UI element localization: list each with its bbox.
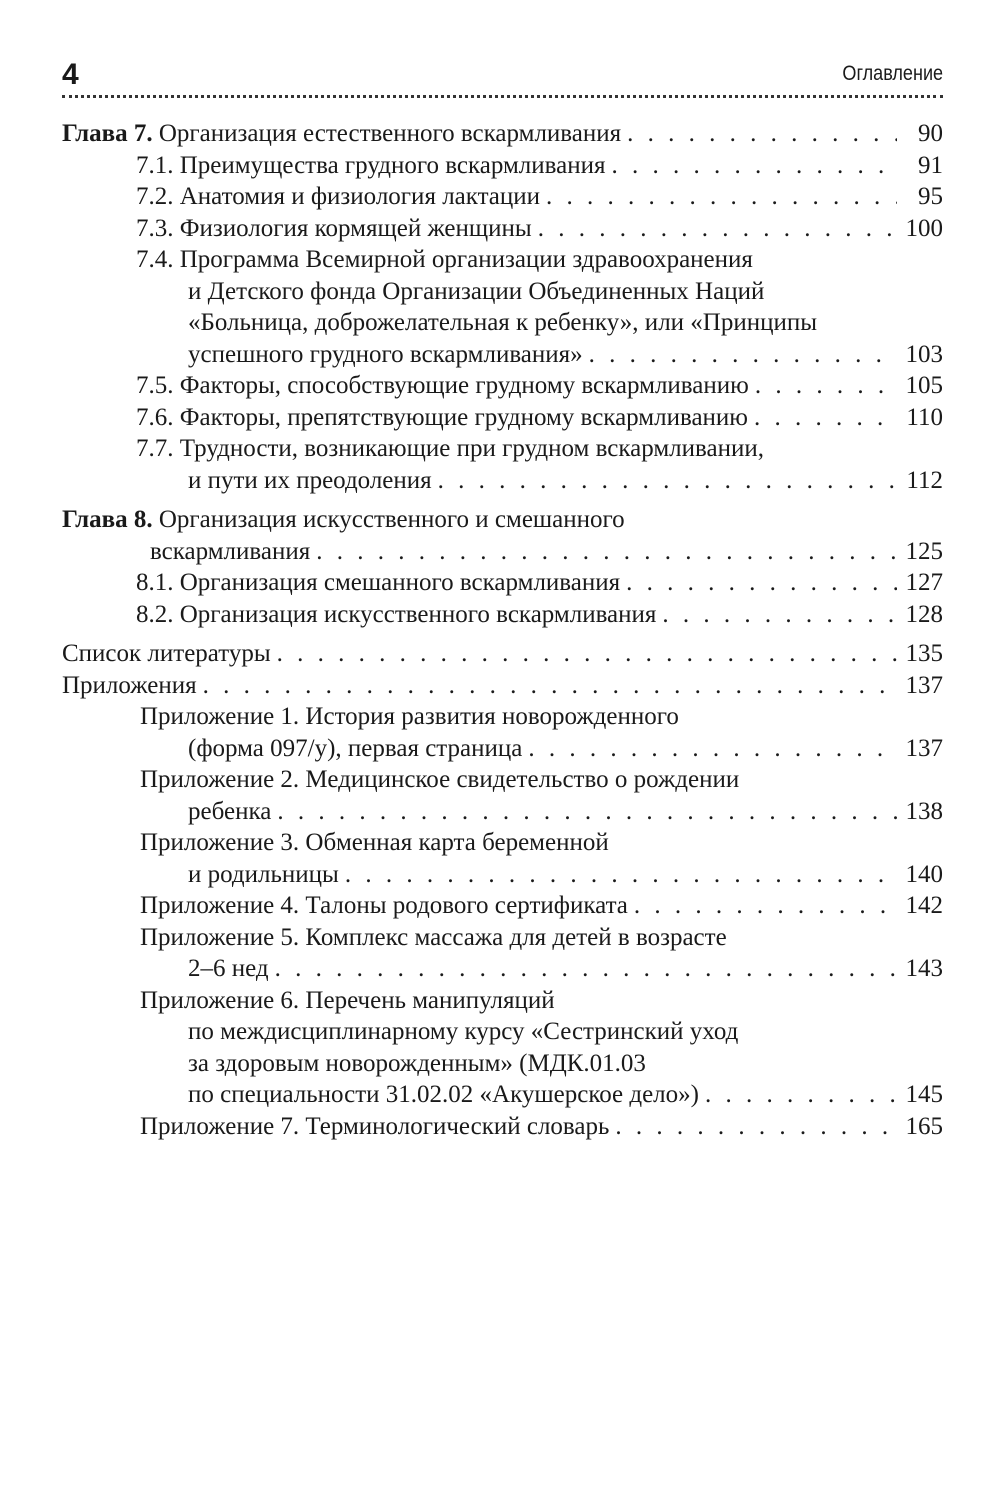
appendix-title: Приложение 3. Обменная карта беременной: [140, 829, 609, 856]
section-number: 7.7.: [136, 435, 174, 462]
page-ref: 140: [905, 860, 943, 888]
toc-chapter-8[interactable]: [62, 504, 943, 567]
page-ref: 137: [905, 671, 943, 699]
leader-dots: [546, 181, 897, 213]
toc-section-7-5[interactable]: [62, 370, 943, 402]
toc-section-7-2[interactable]: [62, 181, 943, 213]
page-ref: 142: [905, 892, 943, 919]
appendix-title: Приложение 5. Комплекс массажа для детей в возрасте: [140, 923, 727, 951]
page-ref: 90: [918, 120, 943, 147]
toc-appendices[interactable]: [62, 670, 943, 702]
toc-section-7-4[interactable]: [62, 244, 943, 370]
page-ref: 165: [905, 1112, 943, 1140]
page-number: 4: [62, 58, 79, 91]
leader-dots: [705, 1079, 897, 1111]
page-ref: 110: [906, 403, 943, 431]
leader-dots: [615, 1111, 897, 1143]
appendix-title-cont: (форма 097/у), первая страница: [188, 734, 523, 762]
leader-dots: [754, 402, 897, 434]
page-ref: 125: [905, 537, 943, 565]
page-ref: 143: [905, 955, 943, 982]
page-ref: 91: [918, 151, 943, 179]
toc-chapter-7[interactable]: [62, 118, 943, 150]
leader-dots: [438, 465, 897, 497]
leader-dots: [634, 890, 897, 922]
page-ref: 95: [918, 183, 943, 210]
appendix-title: Приложение 2. Медицинское свидетельство о рождении: [140, 766, 740, 793]
section-number: 7.5.: [136, 372, 174, 399]
page-ref: 100: [905, 214, 943, 242]
leader-dots: [626, 567, 897, 599]
appendices-title: Приложения: [62, 671, 197, 699]
chapter-title-cont: вскармливания: [150, 537, 311, 565]
chapter-label: Глава 7.: [62, 120, 153, 147]
appendix-title: Приложение 4. Талоны родового сертификата: [140, 892, 628, 919]
chapter-label: Глава 8.: [62, 506, 153, 533]
appendix-title: Приложение 7. Терминологический словарь: [140, 1112, 610, 1140]
toc-references[interactable]: [62, 638, 943, 670]
header-divider: [62, 95, 943, 98]
chapter-title: Организация естественного вскармливания: [158, 120, 622, 147]
references-title: Список литературы: [62, 640, 271, 667]
toc-appendix-2[interactable]: [62, 764, 943, 827]
page-ref: 128: [905, 600, 943, 628]
toc-appendix-3[interactable]: [62, 827, 943, 890]
section-title: Факторы, препятствующие грудному вскармливанию: [179, 403, 748, 431]
section-number: 8.1.: [136, 569, 174, 596]
toc-appendix-7[interactable]: [62, 1111, 943, 1143]
leader-dots: [277, 638, 897, 670]
section-number: 7.2.: [136, 183, 174, 210]
appendix-title-cont: и родильницы: [188, 860, 339, 888]
leader-dots: [277, 796, 897, 828]
page-ref: 105: [905, 372, 943, 399]
appendix-title: Приложение 1. История развития новорожденного: [140, 703, 679, 730]
appendix-title-cont: по междисциплинарному курсу «Сестринский уход: [188, 1018, 739, 1045]
leader-dots: [275, 953, 897, 985]
toc-section-7-7[interactable]: [62, 433, 943, 496]
page-ref: 112: [906, 466, 943, 494]
appendix-title-cont: ребенка: [188, 797, 272, 825]
table-of-contents: [62, 118, 943, 1142]
section-title-cont: «Больница, доброжелательная к ребенку», или «Принципы: [188, 309, 818, 336]
toc-appendix-6[interactable]: [62, 985, 943, 1111]
appendix-title-cont: 2–6 нед: [188, 955, 269, 982]
toc-appendix-1[interactable]: [62, 701, 943, 764]
appendix-title-cont: за здоровым новорожденным» (МДК.01.03: [188, 1049, 646, 1077]
leader-dots: [203, 670, 897, 702]
section-title: Анатомия и физиология лактации: [179, 183, 541, 210]
section-title-cont: и Детского фонда Организации Объединенных Наций: [188, 277, 765, 305]
section-title: Факторы, способствующие грудному вскармливанию: [179, 372, 749, 399]
page-ref: 137: [905, 734, 943, 762]
toc-appendix-5[interactable]: [62, 922, 943, 985]
leader-dots: [589, 339, 897, 371]
section-title: Преимущества грудного вскармливания: [179, 151, 606, 179]
leader-dots: [755, 370, 897, 402]
running-title: Оглавление: [842, 62, 943, 85]
toc-section-7-3[interactable]: [62, 213, 943, 245]
page-ref: 145: [905, 1081, 943, 1108]
leader-dots: [662, 599, 897, 631]
section-title: Организация смешанного вскармливания: [179, 569, 621, 596]
page-ref: 127: [905, 569, 943, 596]
leader-dots: [528, 733, 897, 765]
section-number: 7.1.: [136, 151, 174, 179]
leader-dots: [538, 213, 897, 245]
toc-section-7-6[interactable]: [62, 402, 943, 434]
appendix-title-cont: по специальности 31.02.02 «Акушерское дело»): [188, 1081, 699, 1108]
page-ref: 103: [905, 340, 943, 368]
leader-dots: [345, 859, 897, 891]
appendix-title: Приложение 6. Перечень манипуляций: [140, 986, 555, 1014]
leader-dots: [316, 536, 897, 568]
chapter-title: Организация искусственного и смешанного: [158, 506, 625, 533]
section-title: Организация искусственного вскармливания: [179, 600, 657, 628]
leader-dots: [611, 150, 897, 182]
section-title-cont: успешного грудного вскармливания»: [188, 340, 583, 368]
toc-section-8-2[interactable]: [62, 599, 943, 631]
section-number: 7.3.: [136, 214, 174, 242]
page-ref: 135: [905, 640, 943, 667]
section-number: 7.6.: [136, 403, 174, 431]
section-number: 8.2.: [136, 600, 174, 628]
toc-section-8-1[interactable]: [62, 567, 943, 599]
section-title-cont: и пути их преодоления: [188, 466, 432, 494]
section-title: Программа Всемирной организации здравоохранения: [179, 246, 753, 273]
section-title: Физиология кормящей женщины: [179, 214, 532, 242]
section-number: 7.4.: [136, 246, 174, 273]
toc-appendix-4[interactable]: [62, 890, 943, 922]
page-ref: 138: [905, 797, 943, 825]
leader-dots: [627, 118, 897, 150]
toc-section-7-1[interactable]: [62, 150, 943, 182]
section-title: Трудности, возникающие при грудном вскармливании,: [179, 435, 764, 462]
